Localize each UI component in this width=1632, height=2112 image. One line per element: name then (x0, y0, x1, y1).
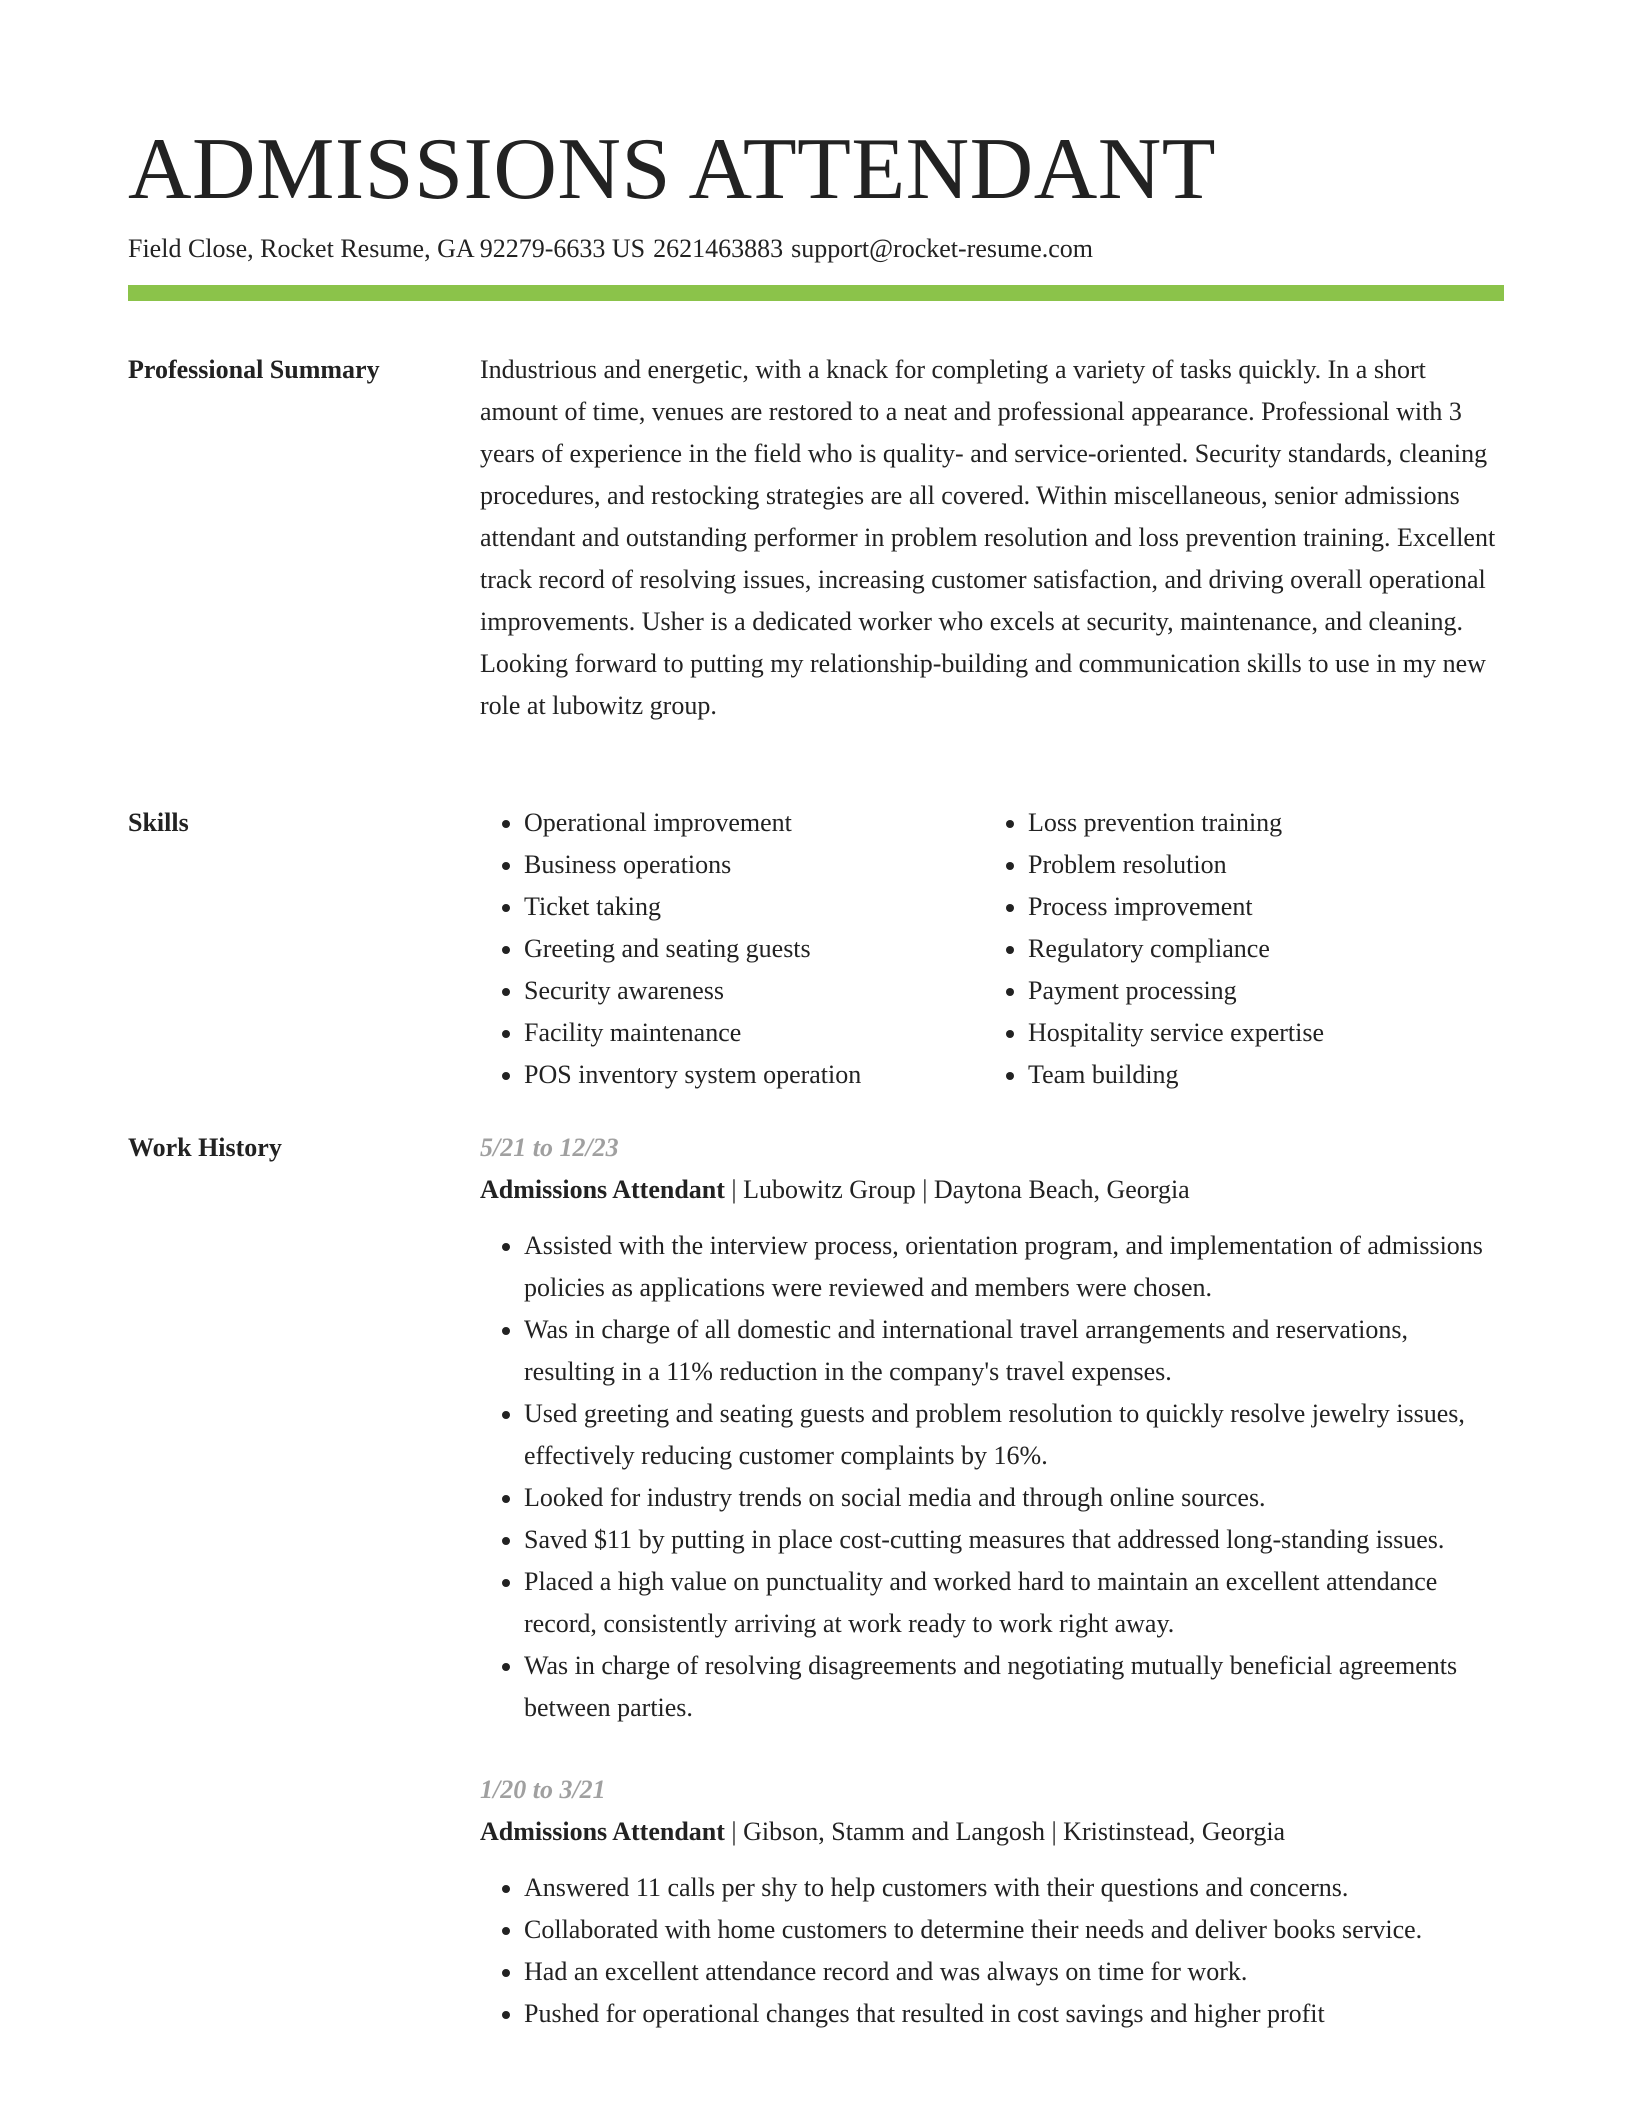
skill-item: • Process improvement (1028, 886, 1488, 928)
job-bullet: • Collaborated with home customers to determine their needs and deliver books service. (524, 1909, 1504, 1951)
job-dates: 5/21 to 12/23 (480, 1133, 619, 1162)
job-title: Admissions Attendant (480, 1817, 725, 1846)
job-bullet: • Assisted with the interview process, orientation program, and implementation of admissions policies as applications were reviewed and members were chosen. (524, 1225, 1504, 1309)
job-bullet: • Placed a high value on punctuality and worked hard to maintain an excellent attendance record, consistently arriving at work ready to work right away. (524, 1561, 1504, 1645)
skill-item: • POS inventory system operation (524, 1054, 984, 1096)
job-bullet: • Looked for industry trends on social media and through online sources. (524, 1477, 1504, 1519)
job-bullets (480, 1867, 1504, 2035)
skill-item: • Regulatory compliance (1028, 928, 1488, 970)
skills-list-right (984, 802, 1488, 1096)
work-history-body (480, 1127, 1504, 2075)
skill-item: • Loss prevention training (1028, 802, 1488, 844)
job-bullet: • Pushed for operational changes that resulted in cost savings and higher profit (524, 1993, 1504, 2035)
skill-item: • Security awareness (524, 970, 984, 1012)
skills-list-left (480, 802, 984, 1096)
candidate-name: ADMISSIONS ATTENDANT (128, 121, 1217, 218)
skill-item: • Problem resolution (1028, 844, 1488, 886)
skill-item: • Payment processing (1028, 970, 1488, 1012)
header-divider (128, 285, 1504, 301)
summary-body (480, 349, 1504, 727)
summary-heading: Professional Summary (128, 355, 380, 384)
job-dates: 1/20 to 3/21 (480, 1775, 606, 1804)
job-details: | Lubowitz Group | Daytona Beach, Georgia (724, 1175, 1190, 1204)
skill-item: • Hospitality service expertise (1028, 1012, 1488, 1054)
job-bullet: • Had an excellent attendance record and was always on time for work. (524, 1951, 1504, 1993)
job-title: Admissions Attendant (480, 1175, 725, 1204)
skill-item: • Team building (1028, 1054, 1488, 1096)
job-heading (480, 1169, 1504, 1211)
contact-address: Field Close, Rocket Resume, GA 92279-6633 US (128, 234, 646, 263)
summary-text: Industrious and energetic, with a knack for completing a variety of tasks quickly. In a short amount of time, venues are restored to a neat and professional appearance. Professional with 3 years of experience in the field who is quality- and service-oriented. Security standards, cleaning procedures, and restocking strategies are all covered. Within miscellaneous, senior admissions attendant and outstanding performer in problem resolution and loss prevention training. Excellent track record of resolving issues, increasing customer satisfaction, and driving overall operational improvements. Usher is a dedicated worker who excels at security, maintenance, and cleaning. Looking forward to putting my relationship-building and communication skills to use in my new role at lubowitz group. (480, 355, 1496, 720)
skill-item: • Facility maintenance (524, 1012, 984, 1054)
job-details: | Gibson, Stamm and Langosh | Kristinstead, Georgia (724, 1817, 1286, 1846)
contact-phone: 2621463883 (653, 234, 784, 263)
skill-item: • Operational improvement (524, 802, 984, 844)
job-bullet: • Answered 11 calls per shy to help customers with their questions and concerns. (524, 1867, 1504, 1909)
job-entry (480, 1769, 1504, 2035)
job-bullets (480, 1225, 1504, 1729)
skills-heading: Skills (128, 808, 189, 837)
contact-email: support@rocket-resume.com (791, 234, 1094, 263)
skill-item: • Greeting and seating guests (524, 928, 984, 970)
contact-line (128, 232, 1101, 266)
skill-item: • Business operations (524, 844, 984, 886)
skill-item: • Ticket taking (524, 886, 984, 928)
job-bullet: • Saved $11 by putting in place cost-cutting measures that addressed long-standing issues. (524, 1519, 1504, 1561)
job-heading (480, 1811, 1504, 1853)
skills-body (480, 802, 1504, 1096)
job-bullet: • Was in charge of resolving disagreements and negotiating mutually beneficial agreements between parties. (524, 1645, 1504, 1729)
job-entry (480, 1127, 1504, 1729)
job-bullet: • Used greeting and seating guests and problem resolution to quickly resolve jewelry issues, effectively reducing customer complaints by 16%. (524, 1393, 1504, 1477)
work-history-heading: Work History (128, 1133, 282, 1162)
job-bullet: • Was in charge of all domestic and international travel arrangements and reservations, resulting in a 11% reduction in the company's travel expenses. (524, 1309, 1504, 1393)
